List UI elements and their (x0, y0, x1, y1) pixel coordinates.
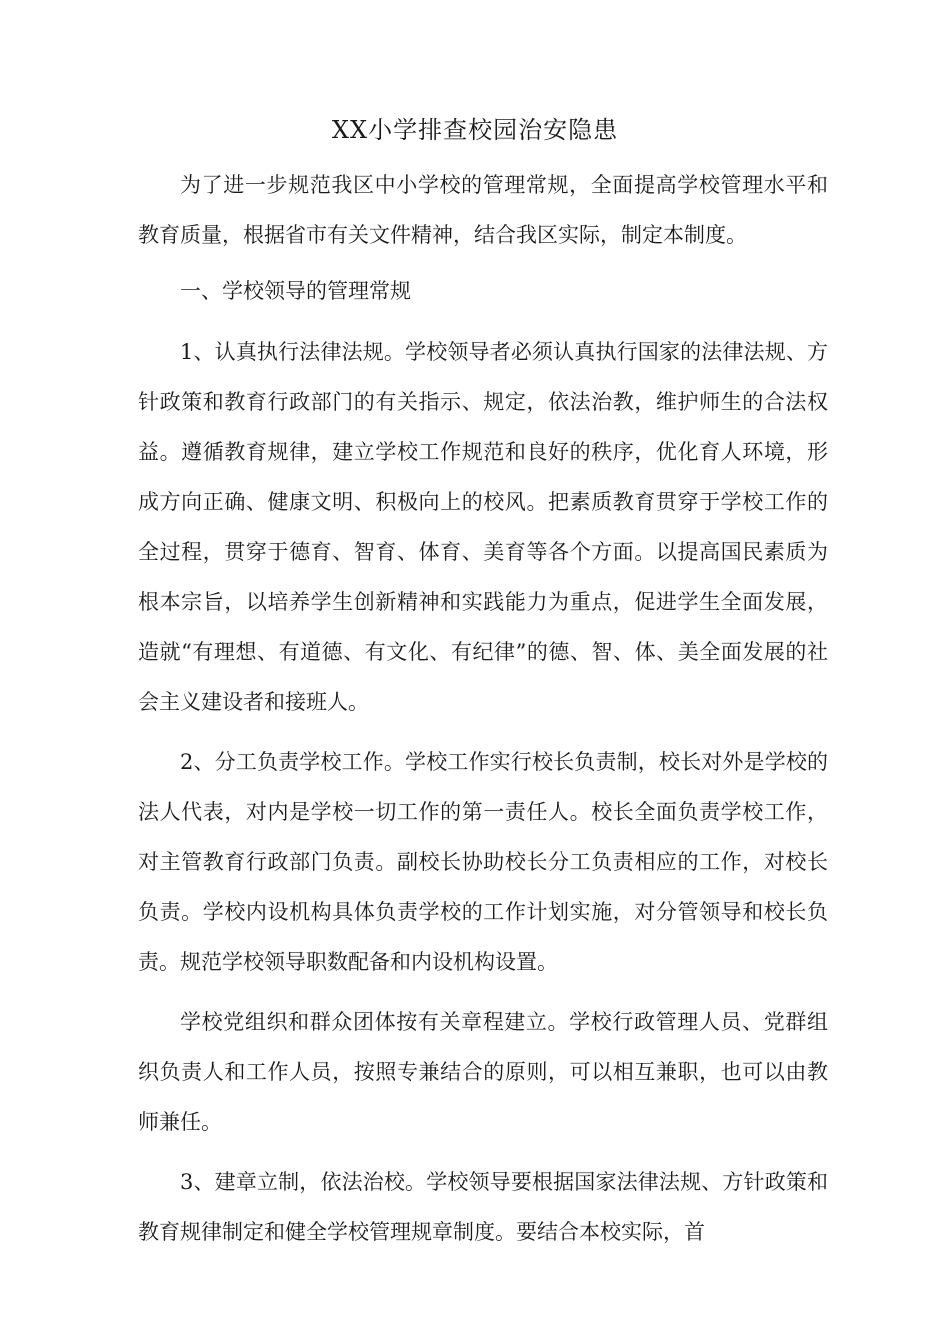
document-body (138, 160, 828, 1267)
intro-paragraph: 为了进一步规范我区中小学校的管理常规，全面提高学校管理水平和教育质量，根据省市有关文件精神，结合我区实际，制定本制度。 (138, 173, 828, 247)
item-2-paragraph: 2、分工负责学校工作。学校工作实行校长负责制，校长对外是学校的法人代表，对内是学校一切工作的第一责任人。校长全面负责学校工作，对主管教育行政部门负责。副校长协助校长分工负责相应的工作，对校长负责。学校内设机构具体负责学校的工作计划实施，对分管领导和校长负责。规范学校领导职数配备和内设机构设置。 (138, 750, 828, 974)
item-1-paragraph: 1、认真执行法律法规。学校领导者必须认真执行国家的法律法规、方针政策和教育行政部门的有关指示、规定，依法治教，维护师生的合法权益。遵循教育规律，建立学校工作规范和良好的秩序，优化育人环境，形成方向正确、健康文明、积极向上的校风。把素质教育贯穿于学校工作的全过程，贯穿于德育、智育、体育、美育等各个方面。以提高国民素质为根本宗旨，以培养学生创新精神和实践能力为重点，促进学生全面发展，造就“有理想、有道德、有文化、有纪律”的德、智、体、美全面发展的社会主义建设者和接班人。 (138, 340, 828, 714)
document-title: XX小学排查校园治安隐患 (331, 116, 619, 144)
party-organization-paragraph: 学校党组织和群众团体按有关章程建立。学校行政管理人员、党群组织负责人和工作人员，按照专兼结合的原则，可以相互兼职，也可以由教师兼任。 (138, 1010, 828, 1134)
item-3-paragraph: 3、建章立制，依法治校。学校领导要根据国家法律法规、方针政策和教育规律制定和健全学校管理规章制度。要结合本校实际，首 (138, 1170, 828, 1244)
section-heading: 一、学校领导的管理常规 (180, 279, 411, 303)
